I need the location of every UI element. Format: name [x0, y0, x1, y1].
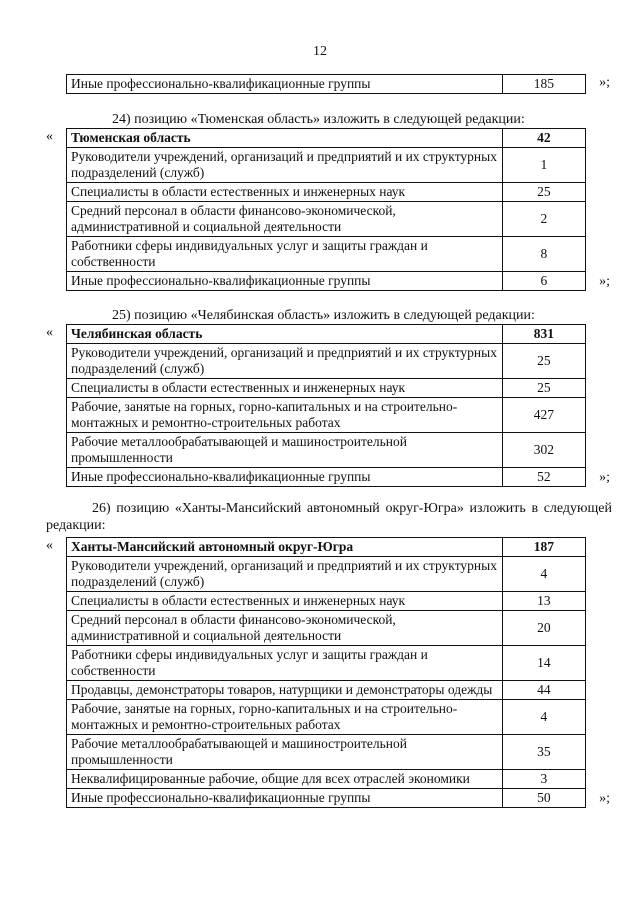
row-value: 35	[502, 735, 585, 770]
table-row	[67, 646, 586, 681]
row-name: Рабочие, занятые на горных, горно-капитальных и на строительно-монтажных и ремонтно-строительных работах	[67, 700, 503, 735]
row-value: 20	[502, 611, 585, 646]
table-row	[67, 735, 586, 770]
table-row	[67, 700, 586, 735]
table-row	[67, 379, 586, 398]
region-title: Челябинская область	[67, 325, 503, 344]
row-name: Специалисты в области естественных и инженерных наук	[67, 183, 503, 202]
table-header-row	[67, 538, 586, 557]
table-row	[67, 398, 586, 433]
row-value: 52	[502, 468, 585, 487]
region-total: 831	[502, 325, 585, 344]
continuation-table	[66, 74, 610, 94]
table-row	[67, 557, 586, 592]
table-row	[67, 183, 586, 202]
opening-quote: «	[46, 538, 53, 553]
opening-quote: «	[46, 129, 53, 144]
row-name: Руководители учреждений, организаций и предприятий и их структурных подразделений (служб)	[67, 557, 503, 592]
region-title: Ханты-Мансийский автономный округ-Югра	[67, 538, 503, 557]
row-name: Средний персонал в области финансово-экономической, административной и социальной деятельности	[67, 611, 503, 646]
row-value: 2	[502, 202, 585, 237]
region-table-khmao	[46, 537, 610, 808]
table-row	[67, 611, 586, 646]
row-value: 3	[502, 770, 585, 789]
table-header-row	[67, 325, 586, 344]
row-name: Продавцы, демонстраторы товаров, натурщики и демонстраторы одежды	[67, 681, 503, 700]
row-value: 25	[502, 379, 585, 398]
table-row	[67, 272, 586, 291]
closing-quote: »;	[599, 470, 610, 485]
row-value: 8	[502, 237, 585, 272]
table-row	[67, 237, 586, 272]
row-name: Иные профессионально-квалификационные группы	[67, 789, 503, 808]
row-value: 25	[502, 344, 585, 379]
table-row	[67, 681, 586, 700]
row-name: Рабочие, занятые на горных, горно-капитальных и на строительно-монтажных и ремонтно-строительных работах	[67, 398, 503, 433]
row-value: 1	[502, 148, 585, 183]
row-name: Руководители учреждений, организаций и предприятий и их структурных подразделений (служб)	[67, 344, 503, 379]
row-name: Иные профессионально-квалификационные группы	[67, 468, 503, 487]
row-value: 44	[502, 681, 585, 700]
table-row	[67, 592, 586, 611]
region-table-chelyabinsk	[46, 324, 610, 487]
row-value: 13	[502, 592, 585, 611]
row-value: 302	[502, 433, 585, 468]
table-row	[67, 468, 586, 487]
row-value: 4	[502, 557, 585, 592]
row-value: 427	[502, 398, 585, 433]
region-title: Тюменская область	[67, 129, 503, 148]
row-name: Иные профессионально-квалификационные группы	[67, 75, 503, 94]
table-header-row	[67, 129, 586, 148]
section-intro: 24) позицию «Тюменская область» изложить в следующей редакции:	[112, 112, 525, 127]
section-intro: 26) позицию «Ханты-Мансийский автономный округ-Югра» изложить в следующей редакции:	[46, 501, 612, 533]
row-value: 14	[502, 646, 585, 681]
row-name: Специалисты в области естественных и инженерных наук	[67, 592, 503, 611]
table-row	[67, 344, 586, 379]
row-name: Средний персонал в области финансово-экономической, административной и социальной деятельности	[67, 202, 503, 237]
row-name: Работники сферы индивидуальных услуг и защиты граждан и собственности	[67, 237, 503, 272]
row-name: Иные профессионально-квалификационные группы	[67, 272, 503, 291]
row-name: Рабочие металлообрабатывающей и машиностроительной промышленности	[67, 735, 503, 770]
row-name: Неквалифицированные рабочие, общие для всех отраслей экономики	[67, 770, 503, 789]
section-intro: 25) позицию «Челябинская область» изложить в следующей редакции:	[112, 308, 535, 323]
table-row	[67, 789, 586, 808]
region-total: 187	[502, 538, 585, 557]
row-value: 6	[502, 272, 585, 291]
row-name: Специалисты в области естественных и инженерных наук	[67, 379, 503, 398]
table-row	[67, 202, 586, 237]
row-value: 4	[502, 700, 585, 735]
row-name: Работники сферы индивидуальных услуг и защиты граждан и собственности	[67, 646, 503, 681]
page-number: 12	[313, 44, 327, 59]
table-row	[67, 148, 586, 183]
closing-quote: »;	[599, 791, 610, 806]
closing-quote: »;	[599, 75, 610, 90]
closing-quote: »;	[599, 274, 610, 289]
row-value: 185	[502, 75, 585, 94]
row-value: 25	[502, 183, 585, 202]
table-row	[67, 75, 586, 94]
region-table-tyumen	[46, 128, 610, 291]
table-row	[67, 770, 586, 789]
region-total: 42	[502, 129, 585, 148]
row-name: Руководители учреждений, организаций и предприятий и их структурных подразделений (служб)	[67, 148, 503, 183]
opening-quote: «	[46, 325, 53, 340]
table-row	[67, 433, 586, 468]
row-name: Рабочие металлообрабатывающей и машиностроительной промышленности	[67, 433, 503, 468]
row-value: 50	[502, 789, 585, 808]
